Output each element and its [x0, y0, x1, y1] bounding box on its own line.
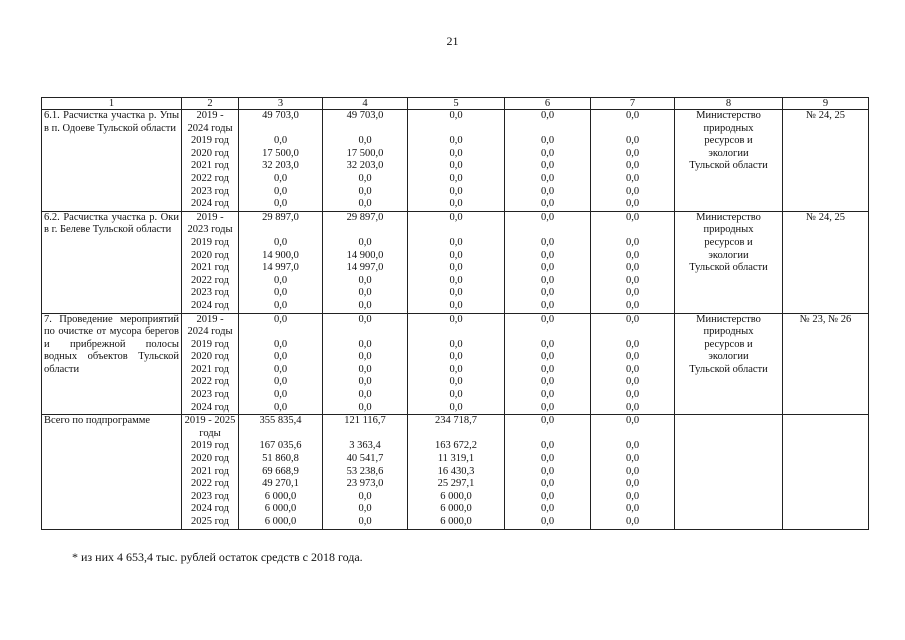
- value-line: 0,0: [625, 415, 640, 427]
- value-line: 0,0: [625, 363, 640, 375]
- responsible-line: Тульской области: [689, 262, 768, 274]
- value-line: 0,0: [540, 465, 555, 477]
- value-cell-col7: [591, 415, 675, 529]
- value-line: 49 703,0: [346, 110, 384, 121]
- value-line: 0,0: [449, 299, 463, 311]
- value-line: 0,0: [540, 287, 555, 299]
- value-line: 355 835,4: [259, 415, 302, 427]
- value-line: 167 035,6: [259, 440, 302, 452]
- value-line: 0,0: [358, 401, 372, 413]
- value-line: 0,0: [358, 172, 372, 184]
- value-cell-col3: [239, 313, 323, 415]
- value-line: 16 430,3: [437, 465, 475, 477]
- value-line: [325, 326, 405, 339]
- value-line: 0,0: [540, 211, 555, 223]
- value-line: 49 703,0: [262, 110, 299, 121]
- period-line: 2021 год: [191, 262, 229, 274]
- value-line: [410, 123, 502, 136]
- value-line: 0,0: [449, 351, 463, 363]
- period-line: 2021 год: [191, 363, 229, 375]
- value-line: 40 541,7: [346, 453, 384, 465]
- value-line: 0,0: [540, 274, 555, 286]
- period-line: 2019 -: [196, 211, 224, 223]
- value-line: 0,0: [358, 198, 372, 210]
- value-line: 0,0: [625, 453, 640, 465]
- value-line: 0,0: [540, 249, 555, 261]
- value-line: 0,0: [625, 313, 640, 325]
- value-line: 0,0: [449, 110, 463, 121]
- value-line: 0,0: [625, 274, 640, 286]
- value-line: 29 897,0: [346, 211, 384, 223]
- header-cell: 8: [675, 98, 783, 110]
- value-line: 0,0: [273, 236, 288, 248]
- period-line: 2025 год: [191, 516, 229, 527]
- responsible-cell: [675, 313, 783, 415]
- period-line: 2023 год: [191, 287, 229, 299]
- value-line: [410, 326, 502, 339]
- program-name: 7. Проведение мероприятий по очистке от мусора берегов и прибрежной полосы водных объектов Тульской области: [42, 313, 182, 415]
- value-cell-col7: [591, 211, 675, 313]
- value-line: [593, 428, 672, 441]
- period-line: 2019 - 2025: [184, 415, 236, 427]
- value-cell-col6: [505, 211, 591, 313]
- period-line: 2019 -: [196, 313, 224, 325]
- header-cell: 2: [182, 98, 239, 110]
- value-line: 0,0: [358, 338, 372, 350]
- value-line: 25 297,1: [437, 478, 475, 490]
- responsible-line: Министерство: [696, 110, 761, 121]
- header-cell: 3: [239, 98, 323, 110]
- header-cell: 7: [591, 98, 675, 110]
- value-line: 0,0: [273, 287, 288, 299]
- value-line: 0,0: [540, 299, 555, 311]
- value-line: 6 000,0: [264, 503, 297, 515]
- value-line: [410, 428, 502, 441]
- value-line: 0,0: [540, 147, 555, 159]
- value-line: 0,0: [625, 172, 640, 184]
- indicators-cell: № 24, 25: [783, 110, 869, 212]
- value-cell-col7: [591, 313, 675, 415]
- period-line: 2021 год: [191, 465, 229, 477]
- value-line: 17 500,0: [262, 147, 299, 159]
- value-line: 0,0: [540, 415, 555, 427]
- value-line: [325, 428, 405, 441]
- program-row: [42, 313, 869, 415]
- value-line: 0,0: [273, 338, 288, 350]
- value-line: [325, 123, 405, 136]
- value-line: [507, 326, 588, 339]
- value-cell-col4: [323, 211, 408, 313]
- indicators-cell: [783, 415, 869, 529]
- value-line: 0,0: [540, 376, 555, 388]
- responsible-line: ресурсов и: [704, 135, 753, 147]
- value-line: 0,0: [625, 135, 640, 147]
- period-line: 2024 год: [191, 401, 229, 413]
- period-cell: [182, 313, 239, 415]
- value-line: 0,0: [540, 389, 555, 401]
- responsible-cell: [675, 110, 783, 212]
- value-line: 0,0: [449, 287, 463, 299]
- responsible-line: ресурсов и: [704, 338, 753, 350]
- value-line: [410, 224, 502, 237]
- value-cell-col3: [239, 110, 323, 212]
- responsible-line: Тульской области: [689, 160, 768, 172]
- value-line: 0,0: [358, 503, 372, 515]
- value-cell-col6: [505, 110, 591, 212]
- responsible-line: природных: [703, 326, 754, 338]
- value-line: 6 000,0: [264, 516, 297, 527]
- period-line: 2020 год: [191, 351, 229, 363]
- period-line: 2023 годы: [187, 224, 233, 236]
- value-line: [325, 224, 405, 237]
- value-line: [241, 326, 320, 339]
- value-line: 0,0: [449, 236, 463, 248]
- value-line: 0,0: [625, 236, 640, 248]
- period-line: 2024 годы: [187, 326, 233, 338]
- value-line: 0,0: [625, 516, 640, 527]
- value-line: 0,0: [449, 376, 463, 388]
- value-line: 0,0: [358, 299, 372, 311]
- value-line: [241, 123, 320, 136]
- responsible-line: экологии: [708, 147, 749, 159]
- program-name: Всего по подпрограмме: [42, 415, 182, 529]
- value-line: 0,0: [540, 478, 555, 490]
- value-line: 0,0: [625, 211, 640, 223]
- period-line: 2022 год: [191, 172, 229, 184]
- financing-table: [41, 97, 869, 530]
- value-line: 0,0: [358, 490, 372, 502]
- period-cell: [182, 211, 239, 313]
- period-line: 2019 год: [191, 338, 229, 350]
- period-line: 2021 год: [191, 160, 229, 172]
- value-line: 0,0: [625, 185, 640, 197]
- value-line: 0,0: [358, 516, 372, 527]
- period-line: 2019 год: [191, 236, 229, 248]
- program-row: [42, 110, 869, 212]
- value-line: 3 363,4: [349, 440, 381, 452]
- period-line: 2019 год: [191, 135, 229, 147]
- value-line: 0,0: [540, 453, 555, 465]
- period-line: 2022 год: [191, 478, 229, 490]
- period-line: 2024 год: [191, 299, 229, 311]
- value-line: 0,0: [540, 503, 555, 515]
- value-line: 14 900,0: [346, 249, 384, 261]
- value-cell-col5: [408, 211, 505, 313]
- value-line: 0,0: [625, 338, 640, 350]
- value-line: 0,0: [625, 503, 640, 515]
- responsible-line: природных: [703, 122, 754, 134]
- value-line: 0,0: [540, 440, 555, 452]
- value-line: 0,0: [449, 389, 463, 401]
- value-line: 0,0: [625, 465, 640, 477]
- value-cell-col6: [505, 415, 591, 529]
- value-line: 51 860,8: [262, 453, 299, 465]
- responsible-line: Министерство: [696, 211, 761, 223]
- value-line: 0,0: [625, 299, 640, 311]
- value-line: 0,0: [273, 363, 288, 375]
- page-number: 21: [446, 34, 459, 48]
- value-line: 49 270,1: [262, 478, 299, 490]
- value-line: 0,0: [625, 376, 640, 388]
- header-row: [42, 98, 869, 110]
- footnote: * из них 4 653,4 тыс. рублей остаток средств с 2018 года.: [72, 550, 363, 564]
- value-line: 0,0: [540, 516, 555, 527]
- value-line: 0,0: [449, 185, 463, 197]
- value-line: 0,0: [540, 172, 555, 184]
- value-line: 14 997,0: [262, 262, 299, 274]
- responsible-line: экологии: [708, 249, 749, 261]
- header-cell: 6: [505, 98, 591, 110]
- value-line: 0,0: [358, 236, 372, 248]
- value-line: 0,0: [449, 135, 463, 147]
- value-line: 0,0: [540, 262, 555, 274]
- value-line: 0,0: [449, 274, 463, 286]
- value-line: 163 672,2: [435, 440, 477, 452]
- indicators-cell: № 23, № 26: [783, 313, 869, 415]
- value-line: 6 000,0: [264, 490, 297, 502]
- period-line: 2023 год: [191, 490, 229, 502]
- value-line: 0,0: [625, 249, 640, 261]
- value-line: 0,0: [625, 198, 640, 210]
- value-cell-col5: [408, 415, 505, 529]
- responsible-line: Министерство: [696, 313, 761, 325]
- value-line: 0,0: [540, 363, 555, 375]
- value-line: 14 997,0: [346, 262, 384, 274]
- value-line: 0,0: [273, 376, 288, 388]
- value-line: 0,0: [625, 262, 640, 274]
- value-line: 0,0: [273, 389, 288, 401]
- responsible-line: Тульской области: [689, 363, 768, 375]
- value-line: 17 500,0: [346, 147, 384, 159]
- value-line: 0,0: [273, 198, 288, 210]
- value-line: 0,0: [625, 389, 640, 401]
- header-cell: 1: [42, 98, 182, 110]
- value-line: 29 897,0: [262, 211, 299, 223]
- period-cell: [182, 110, 239, 212]
- value-line: 0,0: [540, 198, 555, 210]
- value-line: 0,0: [625, 160, 640, 172]
- value-line: 23 973,0: [346, 478, 384, 490]
- value-line: 0,0: [449, 363, 463, 375]
- header-cell: 5: [408, 98, 505, 110]
- value-line: 0,0: [625, 490, 640, 502]
- header-cell: 4: [323, 98, 408, 110]
- period-line: 2020 год: [191, 453, 229, 465]
- value-line: 6 000,0: [440, 516, 472, 527]
- value-line: 0,0: [449, 198, 463, 210]
- value-line: [507, 123, 588, 136]
- period-line: 2020 год: [191, 147, 229, 159]
- value-line: 0,0: [449, 249, 463, 261]
- value-line: 0,0: [358, 287, 372, 299]
- value-line: 0,0: [273, 135, 288, 147]
- value-line: 0,0: [449, 211, 463, 223]
- value-line: [593, 123, 672, 136]
- responsible-cell: [675, 415, 783, 529]
- period-line: 2024 год: [191, 503, 229, 515]
- value-line: 234 718,7: [435, 415, 477, 427]
- value-line: 0,0: [540, 185, 555, 197]
- value-line: 0,0: [540, 313, 555, 325]
- period-line: 2023 год: [191, 185, 229, 197]
- value-line: 0,0: [449, 313, 463, 325]
- value-cell-col5: [408, 313, 505, 415]
- header-cell: 9: [783, 98, 869, 110]
- value-line: [507, 428, 588, 441]
- value-line: 0,0: [358, 185, 372, 197]
- period-cell: [182, 415, 239, 529]
- period-line: 2022 год: [191, 376, 229, 388]
- value-line: 53 238,6: [346, 465, 384, 477]
- value-line: 0,0: [625, 110, 640, 121]
- value-line: 0,0: [273, 185, 288, 197]
- value-line: 0,0: [449, 172, 463, 184]
- value-cell-col3: [239, 211, 323, 313]
- value-line: 0,0: [540, 135, 555, 147]
- value-line: 0,0: [540, 351, 555, 363]
- value-line: 0,0: [625, 351, 640, 363]
- value-line: 0,0: [273, 299, 288, 311]
- responsible-line: ресурсов и: [704, 236, 753, 248]
- value-line: 0,0: [358, 363, 372, 375]
- value-line: 32 203,0: [262, 160, 299, 172]
- value-line: 0,0: [358, 376, 372, 388]
- period-line: 2023 год: [191, 389, 229, 401]
- value-line: 0,0: [625, 287, 640, 299]
- responsible-cell: [675, 211, 783, 313]
- value-line: 0,0: [540, 338, 555, 350]
- value-line: 0,0: [449, 160, 463, 172]
- value-line: 0,0: [625, 440, 640, 452]
- value-cell-col4: [323, 415, 408, 529]
- value-line: 0,0: [540, 490, 555, 502]
- value-line: 0,0: [273, 351, 288, 363]
- value-line: 14 900,0: [262, 249, 299, 261]
- value-line: 121 116,7: [344, 415, 386, 427]
- value-cell-col3: [239, 415, 323, 529]
- period-line: 2020 год: [191, 249, 229, 261]
- value-line: [593, 224, 672, 237]
- value-line: 0,0: [358, 351, 372, 363]
- value-line: 0,0: [358, 135, 372, 147]
- value-line: 0,0: [273, 274, 288, 286]
- period-line: 2024 годы: [187, 122, 233, 134]
- value-line: 0,0: [540, 236, 555, 248]
- responsible-line: экологии: [708, 351, 749, 363]
- value-line: 0,0: [625, 147, 640, 159]
- value-line: 69 668,9: [262, 465, 299, 477]
- value-line: [241, 428, 320, 441]
- value-line: 0,0: [273, 172, 288, 184]
- value-line: 0,0: [449, 338, 463, 350]
- value-line: 0,0: [449, 147, 463, 159]
- value-line: [507, 224, 588, 237]
- program-row: [42, 211, 869, 313]
- value-line: 6 000,0: [440, 490, 472, 502]
- value-line: 0,0: [358, 389, 372, 401]
- value-line: 0,0: [540, 401, 555, 413]
- value-line: 0,0: [449, 262, 463, 274]
- value-cell-col5: [408, 110, 505, 212]
- period-line: 2019 год: [191, 440, 229, 452]
- value-cell-col6: [505, 313, 591, 415]
- value-line: [241, 224, 320, 237]
- value-line: 0,0: [358, 274, 372, 286]
- value-line: 0,0: [540, 160, 555, 172]
- program-name: 6.2. Расчистка участка р. Оки в г. Белеве Тульской области: [42, 211, 182, 313]
- program-row: [42, 415, 869, 529]
- period-line: 2024 год: [191, 198, 229, 210]
- value-line: 0,0: [273, 401, 288, 413]
- value-line: 0,0: [273, 313, 288, 325]
- period-line: 2019 -: [196, 110, 224, 121]
- value-line: [593, 326, 672, 339]
- value-line: 32 203,0: [346, 160, 384, 172]
- value-line: 0,0: [358, 313, 372, 325]
- value-line: 0,0: [449, 401, 463, 413]
- value-line: 0,0: [540, 110, 555, 121]
- indicators-cell: № 24, 25: [783, 211, 869, 313]
- value-cell-col4: [323, 313, 408, 415]
- value-line: 0,0: [625, 478, 640, 490]
- value-line: 0,0: [625, 401, 640, 413]
- value-cell-col4: [323, 110, 408, 212]
- value-cell-col7: [591, 110, 675, 212]
- program-name: 6.1. Расчистка участка р. Упы в п. Одоеве Тульской области: [42, 110, 182, 212]
- value-line: 6 000,0: [440, 503, 472, 515]
- period-line: 2022 год: [191, 274, 229, 286]
- period-line: годы: [199, 427, 221, 439]
- responsible-line: природных: [703, 224, 754, 236]
- value-line: 11 319,1: [437, 453, 475, 465]
